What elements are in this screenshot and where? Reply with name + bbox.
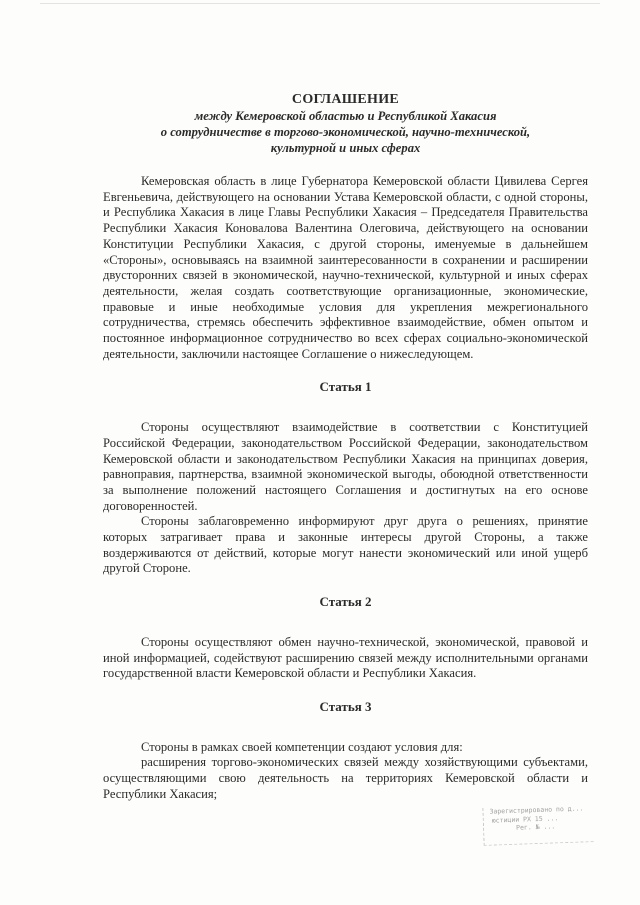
- registration-stamp: [482, 804, 593, 846]
- document-header: [103, 92, 588, 156]
- document-subtitle-parties: между Кемеровской областью и Республикой Хакасия: [194, 109, 497, 123]
- document-title: СОГЛАШЕНИЕ: [291, 92, 400, 107]
- scan-edge-line: [40, 3, 600, 4]
- preamble-paragraph: Кемеровская область в лице Губернатора Кемеровской области Цивилева Сергея Евгеньевича, действующего на основании Устава Кемеровской области, с одной стороны, и Республика Хакасия в лице Главы Республики Хакасия – Председателя Правительства Республики Хакасия Коновалова Валентина Олеговича, действующего на основании Конституции Республики Хакасия, с другой стороны, именуемые в дальнейшем «Стороны», основываясь на взаимной заинтересованности в сохранении и расширении двусторонних связей в экономической, научно-технической, культурной и иных сферах деятельности, желая создать соответствующие организационные, экономические, правовые и иные необходимые условия для укрепления межрегионального сотрудничества, стремясь обеспечить эффективное взаимодействие, обмен опытом и постоянное информационное сотрудничество во всех сферах социально-экономической деятельности, заключили настоящее Соглашение о нижеследующем.: [103, 174, 588, 361]
- document-body: [103, 92, 588, 803]
- article-1-paragraph-1: Стороны осуществляют взаимодействие в соответствии с Конституцией Российской Федерации, законодательством Российской Федерации, законодательством Кемеровской области и законодательством Республики Хакасия на принципах доверия, равноправия, партнерства, взаимной экономической выгоды, обоюдной ответственности за выполнение положений настоящего Соглашения и достигнутых на его основе договоренностей.: [103, 420, 588, 513]
- article-2-paragraph-1: Стороны осуществляют обмен научно-технической, экономической, правовой и иной информацией, содействуют расширению связей между исполнительными органами государственной власти Кемеровской области и Республики Хакасия.: [103, 634, 588, 681]
- stamp-line-3: Рег. № ...: [515, 822, 556, 832]
- stamp-line-2: юстиции РХ 15 ...: [491, 813, 559, 825]
- article-3-title: Статья 3: [319, 698, 372, 714]
- article-3-paragraph-2: расширения торгово-экономических связей между хозяйствующими субъектами, осуществляющими свою деятельность на территориях Кемеровской области и Республики Хакасия;: [103, 755, 588, 801]
- article-2-title: Статья 2: [319, 594, 372, 610]
- article-1-title: Статья 1: [319, 379, 372, 395]
- document-subtitle-subject: о сотрудничестве в торгово-экономической, научно-технической,: [160, 125, 531, 139]
- stamp-line-1: Зарегистрировано по д...: [489, 804, 584, 816]
- document-subtitle-spheres: культурной и иных сферах: [270, 141, 421, 155]
- article-3-paragraph-1: Стороны в рамках своей компетенции создают условия для:: [141, 739, 463, 754]
- article-1-paragraph-2: Стороны заблаговременно информируют друг друга о решениях, принятие которых затрагивает права и законные интересы другой Стороны, а также воздерживаются от действий, которые могут нанести экономический или иной ущерб другой Стороне.: [103, 514, 588, 576]
